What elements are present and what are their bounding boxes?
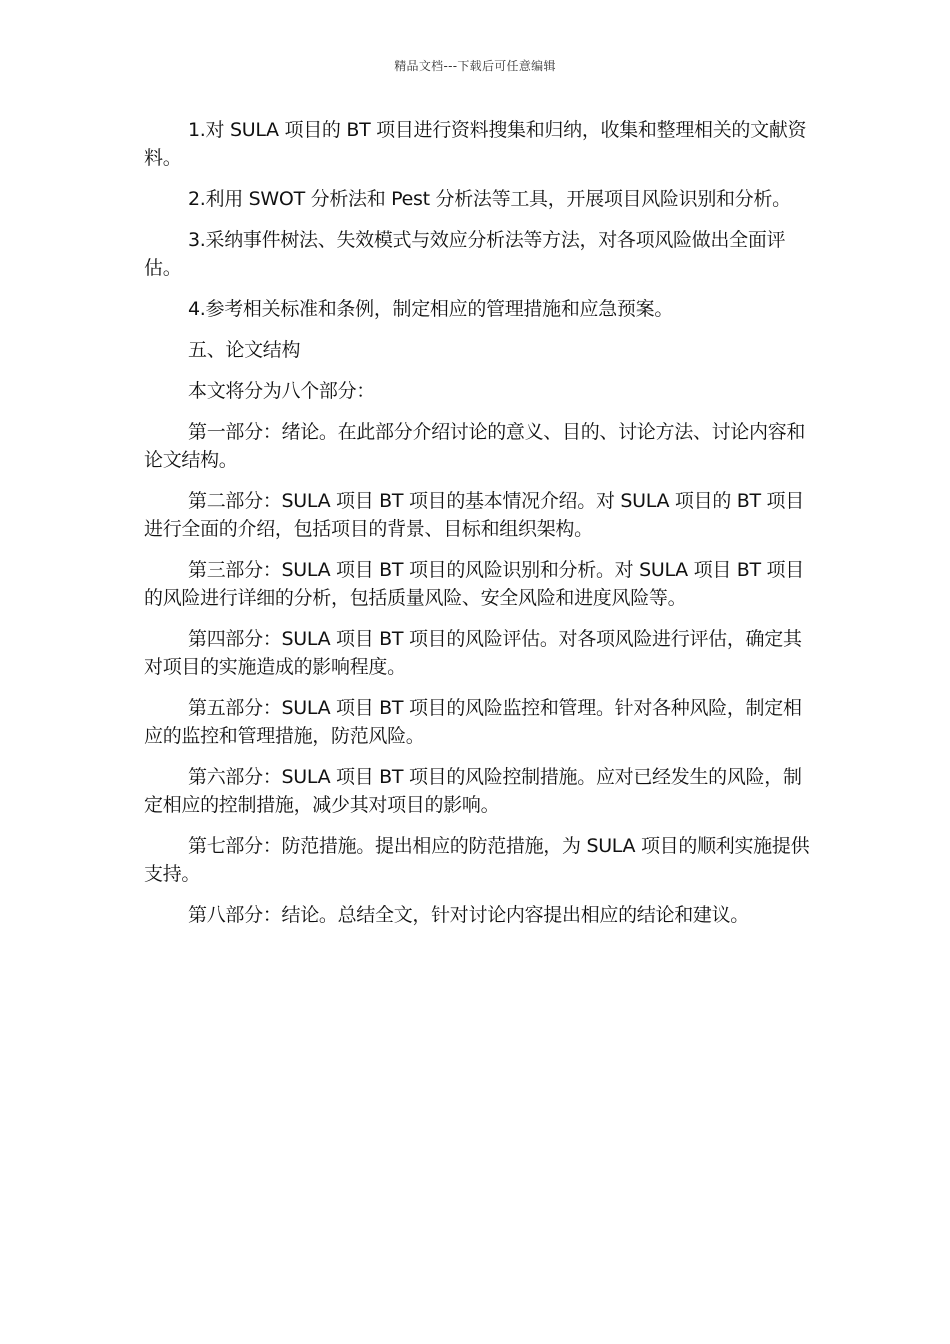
section-heading-thesis-structure: 五、论文结构 [188, 339, 301, 361]
paragraph-part-6: 第六部分：SULA 项目 BT 项目的风险控制措施。应对已经发生的风险，制定相应的控制措施，减少其对项目的影响。 [144, 766, 802, 816]
paragraph-method-4: 4.参考相关标准和条例，制定相应的管理措施和应急预案。 [188, 298, 674, 320]
paragraph-part-5: 第五部分：SULA 项目 BT 项目的风险监控和管理。针对各种风险，制定相应的监控和管理措施，防范风险。 [144, 697, 802, 747]
paragraph-part-2: 第二部分：SULA 项目 BT 项目的基本情况介绍。对 SULA 项目的 BT 项目进行全面的介绍，包括项目的背景、目标和组织架构。 [144, 490, 804, 540]
paragraph-part-3: 第三部分：SULA 项目 BT 项目的风险识别和分析。对 SULA 项目 BT 项目的风险进行详细的分析，包括质量风险、安全风险和进度风险等。 [144, 559, 804, 609]
paragraph-method-3: 3.采纳事件树法、失效模式与效应分析法等方法，对各项风险做出全面评估。 [144, 229, 786, 279]
paragraph-part-4: 第四部分：SULA 项目 BT 项目的风险评估。对各项风险进行评估，确定其对项目的实施造成的影响程度。 [144, 628, 802, 678]
paragraph-part-8: 第八部分：结论。总结全文，针对讨论内容提出相应的结论和建议。 [188, 904, 750, 926]
page-header: 精品文档---下载后可任意编辑 [394, 59, 556, 73]
paragraph-structure-intro: 本文将分为八个部分： [188, 380, 376, 402]
paragraph-part-1: 第一部分：绪论。在此部分介绍讨论的意义、目的、讨论方法、讨论内容和论文结构。 [144, 421, 806, 471]
paragraph-method-1: 1.对 SULA 项目的 BT 项目进行资料搜集和归纳，收集和整理相关的文献资料。 [144, 119, 807, 169]
paragraph-method-2: 2.利用 SWOT 分析法和 Pest 分析法等工具，开展项目风险识别和分析。 [188, 188, 791, 210]
document-body [144, 116, 812, 942]
paragraph-part-7: 第七部分：防范措施。提出相应的防范措施，为 SULA 项目的顺利实施提供支持。 [144, 835, 810, 885]
